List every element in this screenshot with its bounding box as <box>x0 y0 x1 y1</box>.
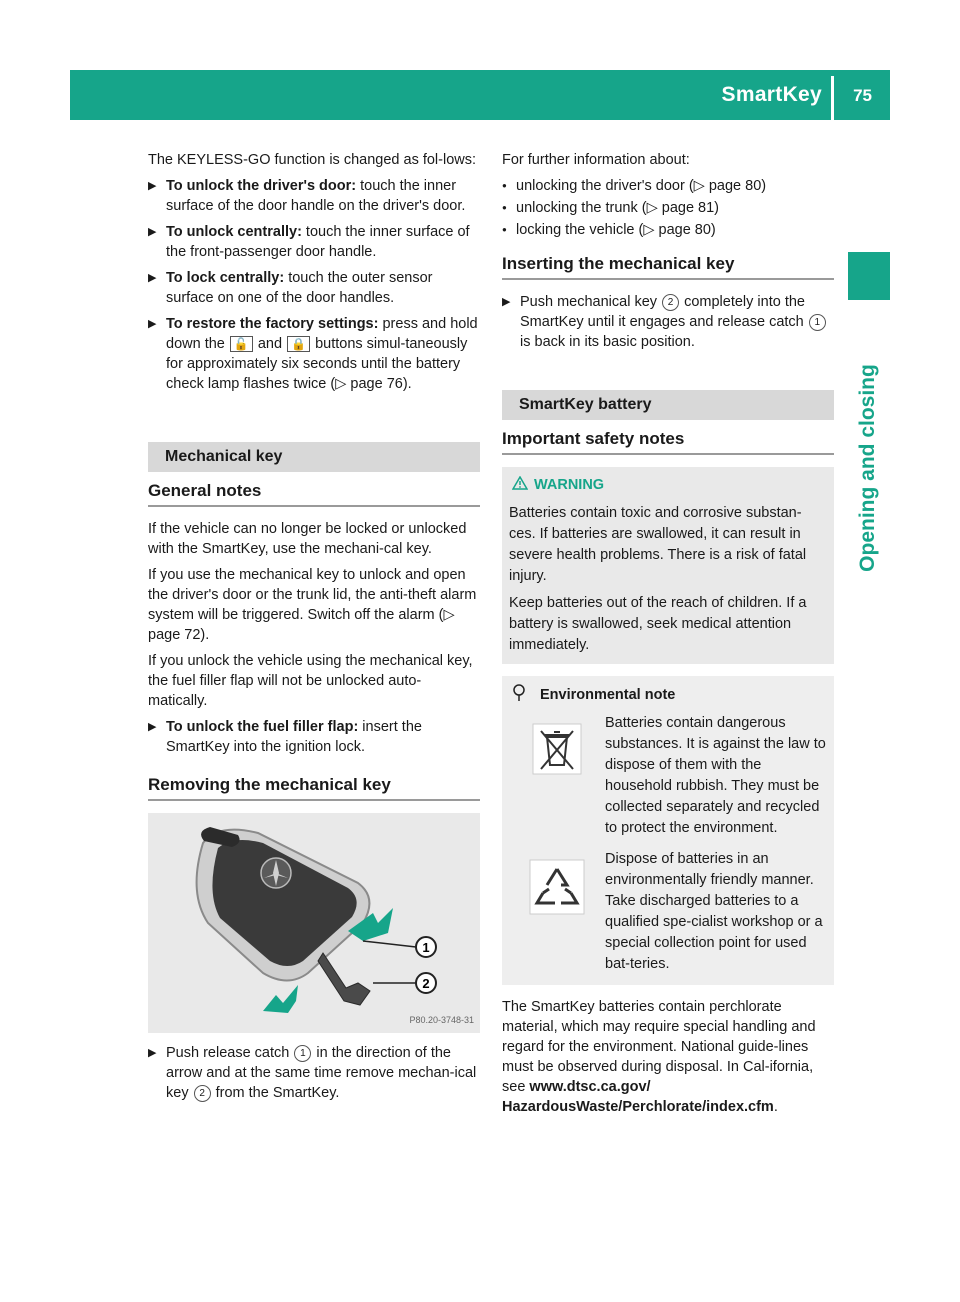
lightbulb-icon <box>512 684 526 702</box>
heading-removing-key: Removing the mechanical key <box>148 775 480 801</box>
right-column <box>502 150 834 1123</box>
keyless-intro: The KEYLESS-GO function is changed as fol-lows: <box>148 152 477 168</box>
page-ref[interactable]: ▷ page 76 <box>335 376 403 392</box>
callout-1: 1 <box>422 940 430 955</box>
env-text-1: Batteries contain dangerous substances. It is against the law to dispose of them with the household rubbish. They must be collected separately and recycled to protect the environment. <box>605 715 826 836</box>
header-title: SmartKey <box>721 83 822 106</box>
general-notes-p2: If you use the mechanical key to unlock and open the driver's door or the trunk lid, the anti-theft alarm system will be triggered. Switch off the alarm (▷ page 72). <box>148 567 477 643</box>
header-divider <box>831 76 834 120</box>
info-intro: For further information about: <box>502 152 690 168</box>
general-notes-p3: If you unlock the vehicle using the mechanical key, the fuel filler flap will not be unlocked auto-matically. <box>148 653 473 709</box>
env-title: Environmental note <box>509 684 827 705</box>
smartkey-illustration <box>148 813 480 1033</box>
step-unlock-fuel-flap: ▶ To unlock the fuel filler flap: insert the SmartKey into the ignition lock. <box>148 717 480 757</box>
section-band-mechanical-key: Mechanical key <box>148 442 480 472</box>
dtsc-link[interactable]: www.dtsc.ca.gov/ HazardousWaste/Perchlorate/index.cfm <box>502 1079 774 1115</box>
general-notes-p1: If the vehicle can no longer be locked or unlocked with the SmartKey, use the mechani-cal key. <box>148 521 467 557</box>
warning-p2: Keep batteries out of the reach of children. If a battery is swallowed, seek medical attention immediately. <box>509 595 807 653</box>
unlock-icon: 🔓 <box>230 336 253 352</box>
heading-inserting-key: Inserting the mechanical key <box>502 254 834 280</box>
ref-number-1: 1 <box>294 1045 311 1062</box>
list-item[interactable]: ● locking the vehicle (▷ page 80) <box>502 220 834 240</box>
chapter-label: Opening and closing <box>856 364 879 572</box>
recycle-icon <box>529 859 585 915</box>
step-push-release: ▶ Push release catch 1 in the direction of the arrow and at the same time remove mechan-ical key 2 from the SmartKey. <box>148 1043 480 1103</box>
warning-p1: Batteries contain toxic and corrosive substan-ces. If batteries are swallowed, it can result in severe health problems. There is a risk of fatal injury. <box>509 505 807 584</box>
warning-box <box>502 467 834 664</box>
warning-title: WARNING <box>509 475 827 495</box>
figure-code: P80.20-3748-31 <box>409 1015 474 1025</box>
info-list <box>502 176 834 240</box>
step-restore-settings: ▶ To restore the factory settings: press and hold down the 🔓 and 🔒 buttons simul-taneously for approximately six seconds until the battery check lamp flashes twice (▷ page 76). <box>148 314 480 394</box>
step-lock-central: ▶ To lock centrally: touch the outer sensor surface on one of the door handles. <box>148 268 480 308</box>
crossed-bin-icon <box>532 723 582 775</box>
lock-icon: 🔒 <box>287 336 310 352</box>
chapter-tab <box>848 252 890 300</box>
callout-2: 2 <box>422 976 430 991</box>
page-number: 75 <box>853 86 872 105</box>
list-item[interactable]: ● unlocking the trunk (▷ page 81) <box>502 198 834 218</box>
page-header <box>70 70 890 120</box>
heading-general-notes: General notes <box>148 481 480 507</box>
env-text-2: Dispose of batteries in an environmentally friendly manner. Take discharged batteries to a qualified spe-cialist workshop or a special collection point for used bat-teries. <box>605 851 823 972</box>
step-insert-key: ▶ Push mechanical key 2 completely into the SmartKey until it engages and release catch 1 is back in its basic position. <box>502 292 834 352</box>
heading-safety-notes: Important safety notes <box>502 429 834 455</box>
warning-triangle-icon <box>512 476 528 490</box>
perchlorate-note: The SmartKey batteries contain perchlorate material, which may require special handling and regard for the environment. National guide-lines must be observed during disposal. In Cal-ifornia, see www.dtsc.ca.gov/ HazardousWaste/Perchlorate/index.cfm. <box>502 999 816 1115</box>
left-column <box>148 150 480 1109</box>
step-unlock-central: ▶ To unlock centrally: touch the inner surface of the front-passenger door handle. <box>148 222 480 262</box>
step-unlock-driver: ▶ To unlock the driver's door: touch the inner surface of the door handle on the driver's door. <box>148 176 480 216</box>
list-item[interactable]: ● unlocking the driver's door (▷ page 80) <box>502 176 834 196</box>
environmental-note-box <box>502 676 834 985</box>
section-band-smartkey-battery: SmartKey battery <box>502 390 834 420</box>
ref-number-2: 2 <box>662 294 679 311</box>
ref-number-2: 2 <box>194 1085 211 1102</box>
ref-number-1: 1 <box>809 314 826 331</box>
